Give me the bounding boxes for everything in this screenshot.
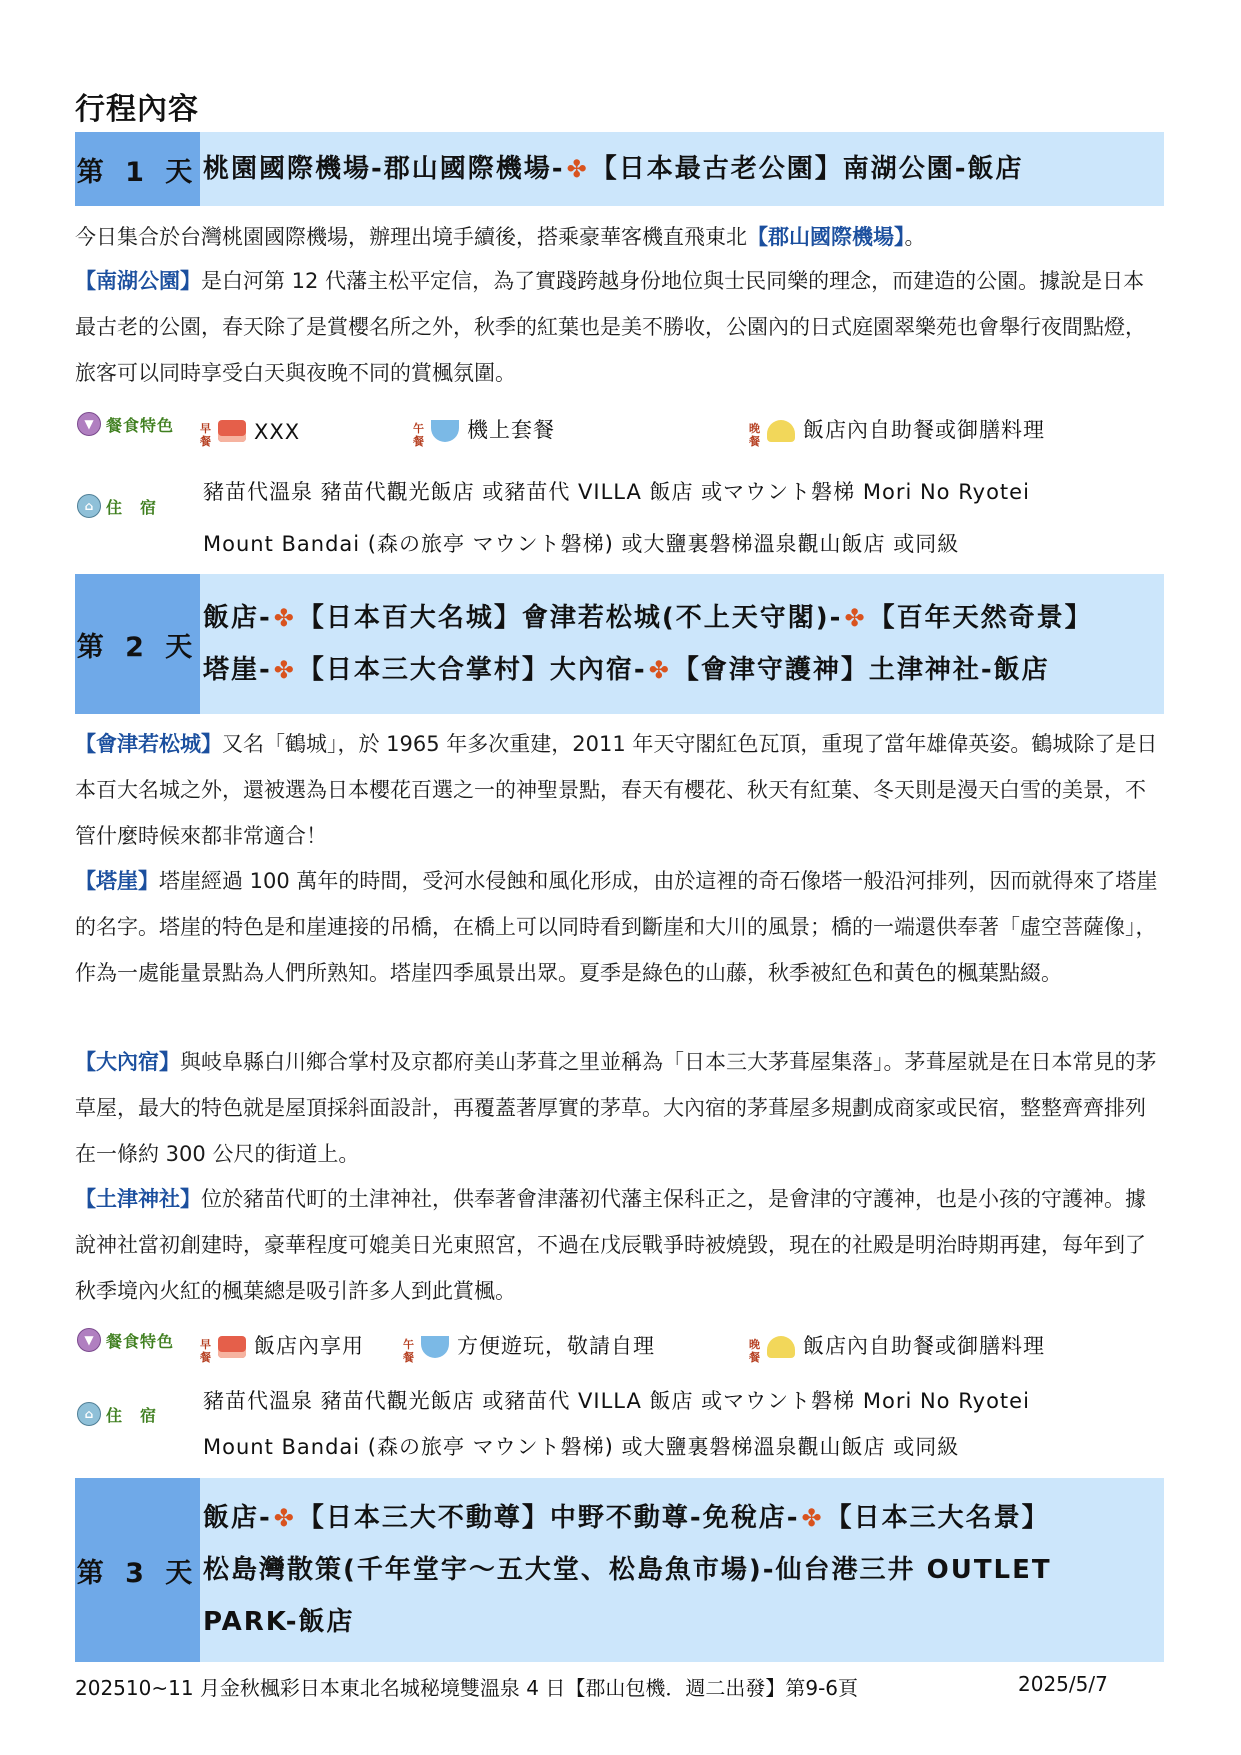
spot-name: 【會津若松城】 — [75, 732, 222, 756]
meal-badge — [77, 1328, 174, 1352]
intro-end: 。 — [904, 225, 926, 249]
lunch-item — [403, 1312, 655, 1364]
title-segment: 飯店- — [203, 1503, 272, 1533]
title-segment: 【百年天然奇景】 — [868, 603, 1093, 633]
lunch-item — [413, 396, 555, 448]
stay-badge-label: 住宿 — [106, 1405, 175, 1425]
title-segment: 飯店- — [203, 603, 272, 633]
hotel-line: 豬苗代溫泉 豬苗代觀光飯店 或豬苗代 VILLA 飯店 或マウント磐梯 Mori No Ryotei — [203, 1389, 1030, 1413]
footer-date: 2025/5/7 — [1018, 1672, 1108, 1696]
lunch-icon — [421, 1336, 449, 1358]
stay-badge-label: 住宿 — [106, 497, 175, 517]
maple-leaf-icon: ✤ — [566, 155, 589, 183]
day-2-stay — [75, 1378, 1165, 1474]
spot-text: 塔崖經過 100 萬年的時間，受河水侵蝕和風化形成，由於這裡的奇石像塔一般沿河排列，因而就得來了塔崖的名字。塔崖的特色是和崖連接的吊橋，在橋上可以同時看到斷崖和大川的風景；橋的一端還供奉著「虛空菩薩像」，作為一處能量景點為人們所熟知。塔崖四季風景出眾。夏季是綠色的山藤，秋季被紅色和黃色的楓葉點綴。 — [75, 869, 1158, 985]
title-segment: PARK-飯店 — [203, 1607, 355, 1637]
spot-name: 【塔崖】 — [75, 869, 159, 893]
title-segment: 塔崖- — [203, 655, 272, 685]
maple-leaf-icon: ✤ — [648, 656, 671, 684]
stay-badge — [77, 494, 174, 518]
hotel-list — [203, 468, 1030, 568]
maple-leaf-icon: ✤ — [273, 1504, 296, 1532]
breakfast-tag: 早餐 — [200, 422, 211, 448]
maple-leaf-icon: ✤ — [801, 1504, 824, 1532]
breakfast-tag: 早餐 — [200, 1338, 211, 1364]
title-segment: 桃園國際機場-郡山國際機場- — [203, 154, 565, 184]
hotel-icon: ⌂ — [77, 494, 101, 518]
breakfast-item — [200, 1312, 364, 1364]
day-2-title — [203, 574, 1160, 714]
spot-text: 與岐阜縣白川鄉合掌村及京都府美山茅葺之里並稱為「日本三大茅葺屋集落」。茅葺屋就是在日本常見的茅草屋，最大的特色就是屋頂採斜面設計，再覆蓋著厚實的茅草。大內宿的茅葺屋多規劃成商家或民宿，整整齊齊排列在一條約 300 公尺的街道上。 — [75, 1050, 1157, 1166]
page-footer: 202510~11 月金秋楓彩日本東北名城秘境雙溫泉 4 日【郡山包機．週二出發】第9-6頁 — [75, 1676, 859, 1700]
breakfast-icon — [218, 1336, 246, 1358]
breakfast-item — [200, 396, 300, 448]
spot-name: 【南湖公園】 — [75, 269, 201, 293]
hotel-icon: ⌂ — [77, 1402, 101, 1426]
day-2-spot-ouchijuku — [75, 1039, 1165, 1177]
airport-highlight: 【郡山國際機場】 — [747, 225, 905, 249]
spot-name: 【大內宿】 — [75, 1050, 180, 1074]
day-3-header — [75, 1478, 1164, 1662]
day-2-spot-tonosuhetsuri — [75, 858, 1165, 996]
cup-icon: ▼ — [77, 1328, 101, 1352]
spot-name: 【土津神社】 — [75, 1187, 201, 1211]
hotel-line: Mount Bandai (森の旅亭 マウント磐梯) 或大鹽裏磐梯溫泉觀山飯店 或同級 — [203, 532, 960, 556]
title-segment: 【日本三大不動尊】中野不動尊-免稅店- — [297, 1503, 800, 1533]
day-3-label: 第 3 天 — [75, 1478, 200, 1662]
maple-leaf-icon: ✤ — [273, 604, 296, 632]
meal-badge — [77, 412, 174, 436]
cup-icon: ▼ — [77, 412, 101, 436]
lunch-text: 機上套餐 — [467, 418, 555, 442]
title-segment: 【日本三大名景】 — [825, 1503, 1050, 1533]
dinner-icon — [767, 1336, 795, 1358]
dinner-item — [749, 396, 1045, 448]
page-title: 行程內容 — [75, 92, 199, 127]
spot-text: 位於豬苗代町的土津神社，供奉著會津藩初代藩主保科正之，是會津的守護神，也是小孩的守護神。據說神社當初創建時，豪華程度可媲美日光東照宮，不過在戊辰戰爭時被燒毀，現在的社殿是明治時期再建，每年到了秋季境內火紅的楓葉總是吸引許多人到此賞楓。 — [75, 1187, 1146, 1303]
breakfast-text: 飯店內享用 — [254, 1334, 364, 1358]
day-1-label: 第 1 天 — [75, 132, 200, 206]
dinner-tag: 晚餐 — [749, 422, 760, 448]
title-segment: 【日本百大名城】會津若松城(不上天守閣)- — [297, 603, 843, 633]
intro-text: 今日集合於台灣桃園國際機場，辦理出境手續後，搭乘豪華客機直飛東北 — [75, 225, 747, 249]
day-2-spot-hanitsu — [75, 1176, 1165, 1314]
breakfast-icon — [218, 420, 246, 442]
day-1-spot-nanko — [75, 258, 1165, 396]
day-1-intro — [75, 214, 1165, 260]
day-1-stay — [75, 468, 1165, 568]
day-2-spot-aizu — [75, 721, 1165, 859]
day-2-label: 第 2 天 — [75, 574, 200, 714]
dinner-text: 飯店內自助餐或御膳料理 — [803, 1334, 1045, 1358]
hotel-line: Mount Bandai (森の旅亭 マウント磐梯) 或大鹽裏磐梯溫泉觀山飯店 或同級 — [203, 1435, 960, 1459]
lunch-icon — [431, 420, 459, 442]
lunch-tag: 午餐 — [413, 422, 424, 448]
breakfast-text: XXX — [254, 420, 301, 444]
dinner-item — [749, 1312, 1045, 1364]
day-1-header — [75, 132, 1164, 206]
spot-text: 又名「鶴城」，於 1965 年多次重建，2011 年天守閣紅色瓦頂，重現了當年雄偉英姿。鶴城除了是日本百大名城之外，還被選為日本櫻花百選之一的神聖景點，春天有櫻花、秋天有紅葉、冬天則是漫天白雪的美景，不管什麼時候來都非常適合！ — [75, 732, 1158, 848]
title-segment: 【日本三大合掌村】大內宿- — [297, 655, 647, 685]
maple-leaf-icon: ✤ — [273, 656, 296, 684]
title-segment: 【會津守護神】土津神社-飯店 — [672, 655, 1050, 685]
meal-badge-label: 餐食特色 — [106, 1331, 175, 1351]
dinner-icon — [767, 420, 795, 442]
day-2-header — [75, 574, 1164, 714]
maple-leaf-icon: ✤ — [844, 604, 867, 632]
day-1-meals — [75, 394, 1165, 450]
lunch-tag: 午餐 — [403, 1338, 414, 1364]
dinner-text: 飯店內自助餐或御膳料理 — [803, 418, 1045, 442]
day-2-meals — [75, 1310, 1165, 1366]
title-segment: 松島灣散策(千年堂宇～五大堂、松島魚市場)-仙台港三井 OUTLET — [203, 1555, 1052, 1585]
day-1-title — [203, 132, 1160, 206]
title-segment: 【日本最古老公園】南湖公園-飯店 — [590, 154, 1024, 184]
dinner-tag: 晚餐 — [749, 1338, 760, 1364]
meal-badge-label: 餐食特色 — [106, 415, 175, 435]
stay-badge — [77, 1402, 174, 1426]
lunch-text: 方便遊玩，敬請自理 — [457, 1334, 655, 1358]
day-3-title — [203, 1478, 1160, 1662]
hotel-line: 豬苗代溫泉 豬苗代觀光飯店 或豬苗代 VILLA 飯店 或マウント磐梯 Mori No Ryotei — [203, 480, 1030, 504]
hotel-list — [203, 1378, 1030, 1470]
spot-text: 是白河第 12 代藩主松平定信，為了實踐跨越身份地位與士民同樂的理念，而建造的公園。據說是日本最古老的公園，春天除了是賞櫻名所之外，秋季的紅葉也是美不勝收，公園內的日式庭園翠樂苑也會舉行夜間點燈，旅客可以同時享受白天與夜晚不同的賞楓氛圍。 — [75, 269, 1146, 385]
